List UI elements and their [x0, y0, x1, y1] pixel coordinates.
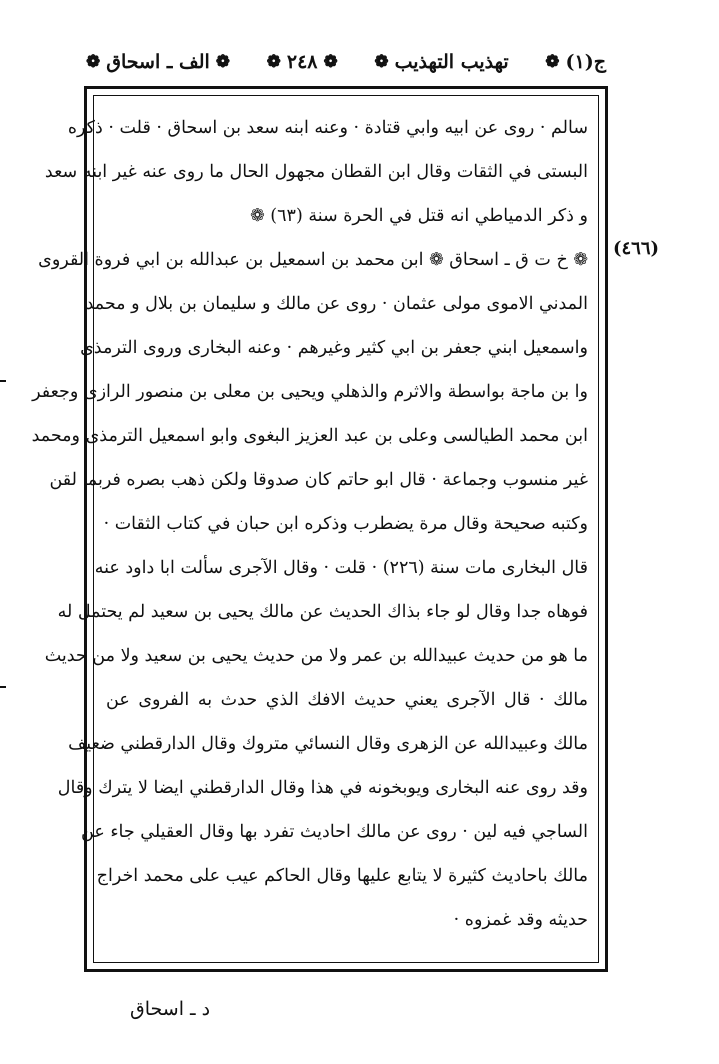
ornament-icon: ❁: [374, 52, 389, 72]
header-volume: ج(١) ❁: [545, 51, 606, 73]
text-frame-inner: [31, 95, 599, 963]
ornament-icon: ❁: [545, 52, 560, 72]
ornament-icon: ❁: [86, 52, 101, 72]
margin-tick: [0, 686, 6, 688]
ornament-icon: ❁: [323, 52, 338, 72]
text-line: ❁ خ ت ق ـ اسحاق ❁ ابن محمد بن اسمعيل بن عبدالله بن ابي فروة القروى: [38, 250, 588, 270]
text-line: غير منسوب وجماعة · قال ابو حاتم كان صدوقا ولكن ذهب بصره فربما لقن: [49, 470, 588, 490]
text-line: مالك · قال الآجرى يعني حديث الافك الذي حدث به الفروى عن: [106, 690, 588, 710]
text-line: المدني الاموى مولى عثمان · روى عن مالك و سليمان بن بلال و محمد: [85, 294, 588, 314]
text-line: حديثه وقد غمزوه ·: [453, 910, 588, 930]
catchword: د ـ اسحاق: [130, 998, 211, 1020]
text-line: ما هو من حديث عبيدالله بن عمر ولا من حديث يحيى بن سعيد ولا من حديث: [44, 646, 588, 666]
text-line: وقد روى عنه البخارى ويوبخونه في هذا وقال الدارقطني ايضا لا يترك وقال: [57, 778, 588, 798]
text-line: فوهاه جدا وقال لو جاء بذاك الحديث عن مالك يحيى بن سعيد لم يحتمل له: [57, 602, 588, 622]
text-line: مالك وعبيدالله عن الزهرى وقال النسائي متروك وقال الدارقطني ضعيف: [68, 734, 588, 754]
text-line: و ذكر الدمياطي انه قتل في الحرة سنة (٦٣) ❁: [250, 206, 588, 226]
header-page-number: ❁ ٢٤٨ ❁: [266, 51, 338, 73]
text-line: وكتبه صحيحة وقال مرة يضطرب وذكره ابن حبان في كتاب الثقات ·: [103, 514, 588, 534]
text-frame: [31, 86, 608, 972]
text-body: [31, 96, 598, 962]
text-line: ابن محمد الطيالسى وعلى بن عبد العزيز البغوى وابو اسمعيل الترمذى ومحمد: [31, 426, 588, 446]
text-line: مالك باحاديث كثيرة لا يتابع عليها وقال الحاكم عيب على محمد اخراج: [96, 866, 588, 886]
margin-tick: [0, 380, 6, 382]
text-line: الساجي فيه لين · روى عن مالك احاديث تفرد بها وقال العقيلي جاء عن: [81, 822, 588, 842]
entry-number: (٤٦٦): [612, 238, 660, 259]
running-header: [86, 38, 606, 86]
header-section: ❁ الف ـ اسحاق ❁: [86, 51, 231, 73]
header-book-title: تهذيب التهذيب ❁: [374, 51, 509, 73]
ornament-icon: ❁: [215, 52, 231, 72]
ornament-icon: ❁: [266, 52, 281, 72]
text-line: وا بن ماجة بواسطة والاثرم والذهلي ويحيى بن معلى بن منصور الرازى وجعفر: [32, 382, 588, 402]
text-line: سالم · روى عن ابيه وابي قتادة · وعنه ابنه سعد بن اسحاق · قلت · ذكره: [67, 118, 588, 138]
text-line: قال البخارى مات سنة (٢٢٦) · قلت · وقال الآجرى سألت ابا داود عنه: [94, 558, 588, 578]
text-line: البستى في الثقات وقال ابن القطان مجهول الحال ما روى عنه غير ابنه سعد: [44, 162, 588, 182]
text-line: واسمعيل ابني جعفر بن ابي كثير وغيرهم · وعنه البخارى وروى الترمذى: [80, 338, 588, 358]
